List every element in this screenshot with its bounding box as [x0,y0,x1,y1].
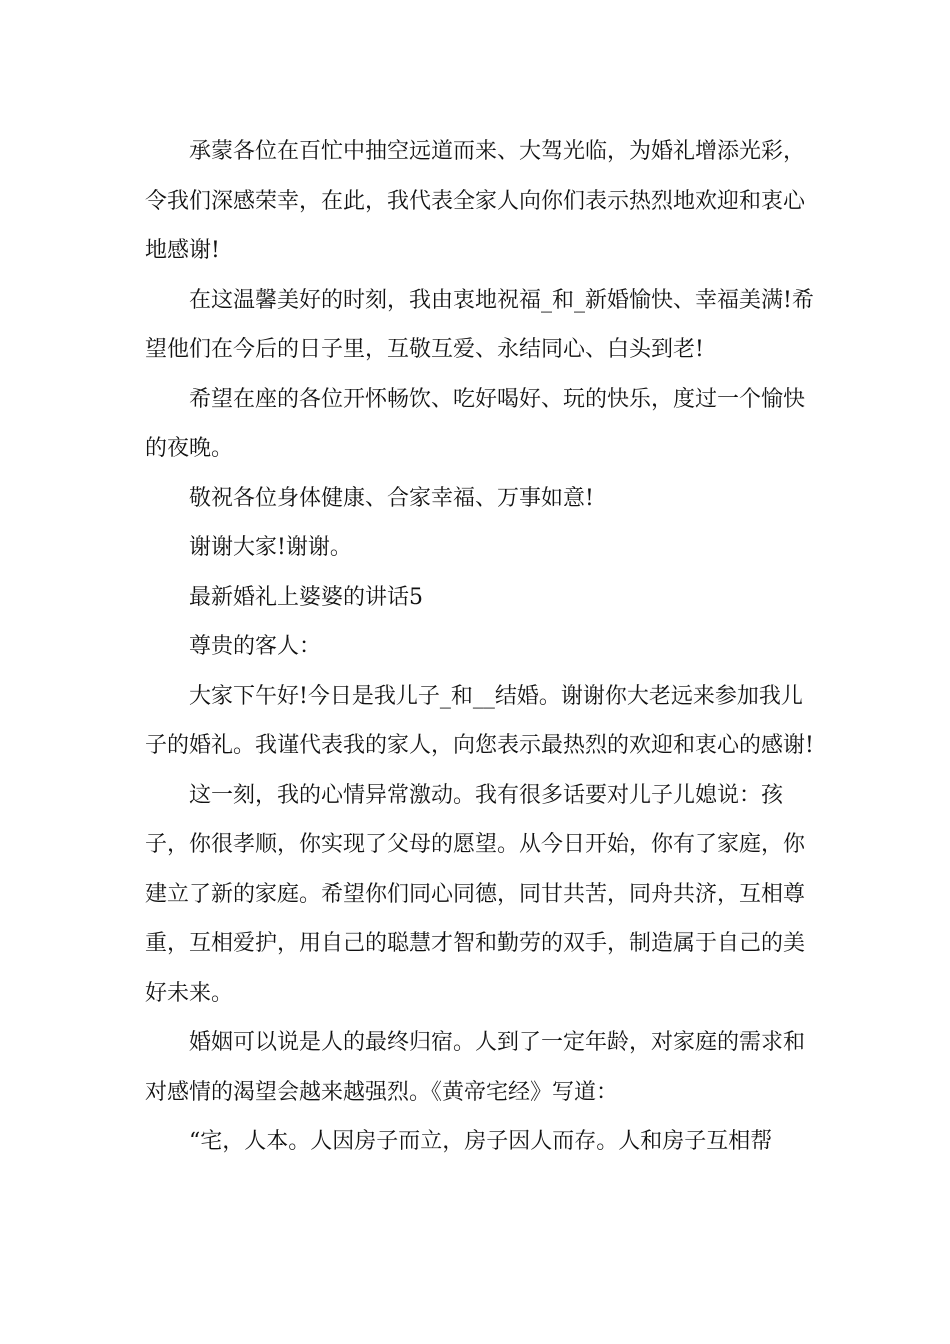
document-body [145,127,815,1167]
paragraph-greeting: 大家下午好!今日是我儿子_和__结婚。谢谢你大老远来参加我儿子的婚礼。我谨代表我的家人，向您表示最热烈的欢迎和衷心的感谢! [145,683,814,758]
paragraph-wishes: 敬祝各位身体健康、合家幸福、万事如意! [189,485,594,511]
paragraph-thanks: 谢谢大家!谢谢。 [189,535,352,560]
paragraph-quote: “宅，人本。人因房子而立，房子因人而存。人和房子互相帮 [189,1129,773,1154]
paragraph-welcome: 承蒙各位在百忙中抽空远道而来、大驾光临，为婚礼增添光彩，令我们深感荣幸，在此，我代表全家人向你们表示热烈地欢迎和衷心地感谢! [145,139,806,263]
paragraph-emotion: 这一刻，我的心情异常激动。我有很多话要对儿子儿媳说：孩子，你很孝顺，你实现了父母的愿望。从今日开始，你有了家庭，你建立了新的家庭。希望你们同心同德，同甘共苦，同舟共济，互相尊重，互相爱护，用自己的聪慧才智和勤劳的双手，制造属于自己的美好未来。 [145,782,806,1006]
paragraph-blessing: 在这温馨美好的时刻，我由衷地祝福_和_新婚愉快、幸福美满!希望他们在今后的日子里，互敬互爱、永结同心、白头到老! [145,287,814,362]
paragraph-salutation: 尊贵的客人： [189,634,322,659]
paragraph-enjoy: 希望在座的各位开怀畅饮、吃好喝好、玩的快乐，度过一个愉快的夜晚。 [145,386,806,461]
section-heading: 最新婚礼上婆婆的讲话5 [189,584,423,610]
paragraph-marriage: 婚姻可以说是人的最终归宿。人到了一定年龄，对家庭的需求和对感情的渴望会越来越强烈。《黄帝宅经》写道： [145,1030,806,1105]
